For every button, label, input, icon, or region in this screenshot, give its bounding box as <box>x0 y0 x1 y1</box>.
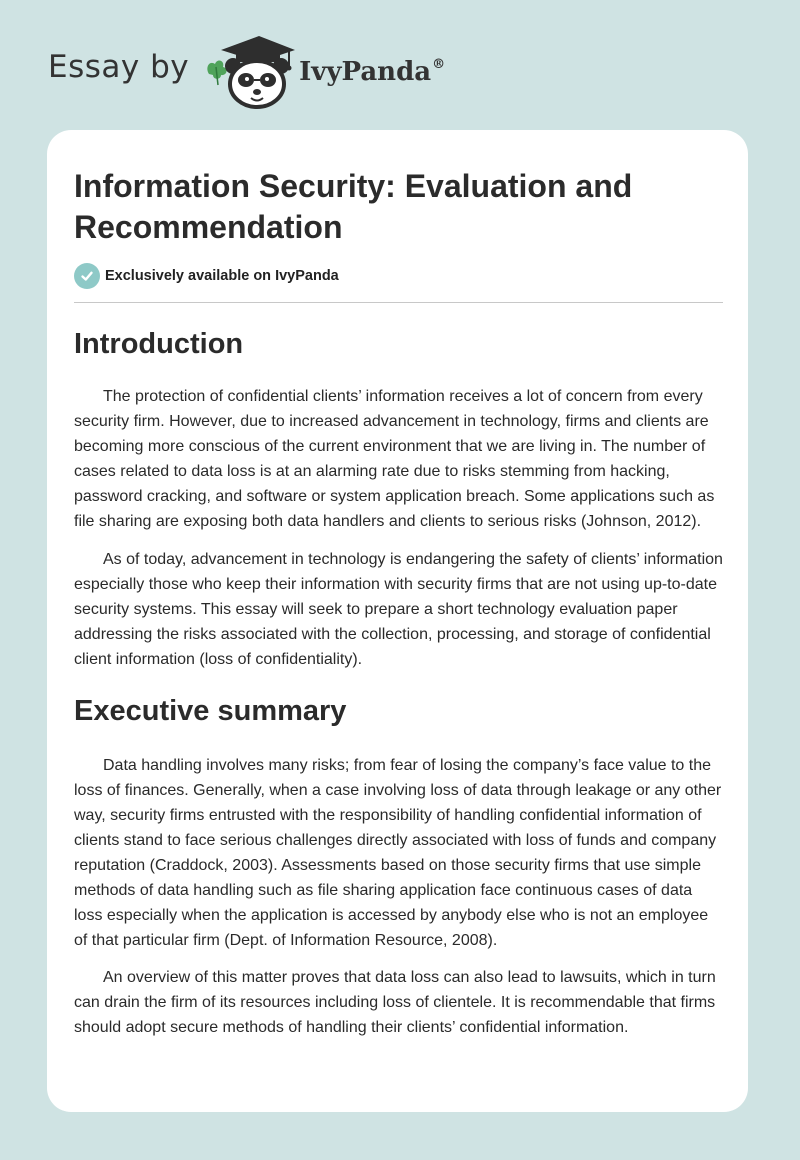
essay-by-label: Essay by <box>48 49 190 85</box>
page-title: Information Security: Evaluation and Recommendation <box>74 168 633 245</box>
divider <box>74 302 723 303</box>
section-heading: Executive summary <box>74 695 347 727</box>
section-heading: Introduction <box>74 328 244 360</box>
badge-label: Exclusively available on IvyPanda <box>105 268 339 284</box>
brand-name[interactable]: IvyPanda® <box>299 57 446 87</box>
paragraph: Data handling involves many risks; from fear of losing the company’s face value to the loss of finances. Generally, when a case involving loss of data through leakage or any other way, security firms entrusted with the responsibility of handling confidential information of clients stand to face serious challenges directly associated with loss of funds and company reputation (Craddock, 2003). Assessments based on those security firms that use simple methods of data handling such as file sharing application face continuous cases of data loss especially when the application is accessed by anybody else who is not an employee of that particular firm (Dept. of Information Resource, 2008). <box>74 757 722 949</box>
exclusive-badge <box>74 263 339 289</box>
paragraph: The protection of confidential clients’ information receives a lot of concern from every security firm. However, due to increased advancement in technology, firms and clients are becoming more conscious of the current environment that we are living in. The number of cases related to data loss is at an alarming rate due to risks stemming from hacking, password cracking, and software or system application breach. Some applications such as file sharing are exposing both data handlers and clients to serious risks (Johnson, 2012). <box>74 388 715 530</box>
paragraph: As of today, advancement in technology is endangering the safety of clients’ information especially those who keep their information with security firms that are not using up-to-date security systems. This essay will seek to prepare a short technology evaluation paper addressing the risks associated with the collection, processing, and storage of confidential client information (loss of confidentiality). <box>74 551 723 668</box>
essay-card <box>47 130 748 1112</box>
site-header <box>48 30 528 110</box>
registered-mark: ® <box>432 57 446 72</box>
paragraph: An overview of this matter proves that data loss can also lead to lawsuits, which in turn can drain the firm of its resources including loss of clientele. It is recommendable that firms should adopt secure methods of handling their clients’ confidential information. <box>74 969 716 1036</box>
check-circle-icon <box>74 263 100 289</box>
panda-logo-icon[interactable] <box>203 30 295 110</box>
essay-body <box>74 326 723 1040</box>
